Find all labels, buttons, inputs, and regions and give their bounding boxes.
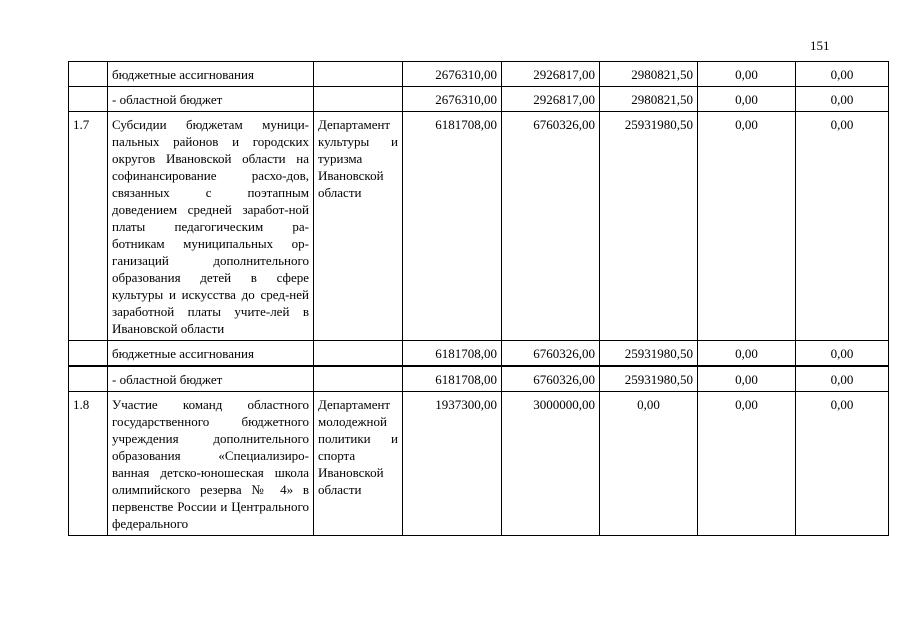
value-cell: 0,00	[698, 392, 796, 536]
value-cell: 25931980,50	[600, 112, 698, 341]
row-description: - областной бюджет	[108, 366, 314, 392]
row-number: 1.8	[69, 392, 108, 536]
table-row	[69, 392, 889, 536]
table-row	[69, 366, 889, 392]
value-cell: 6181708,00	[403, 341, 502, 367]
value-cell: 2980821,50	[600, 62, 698, 87]
budget-table	[68, 61, 889, 536]
value-cell: 2676310,00	[403, 87, 502, 112]
value-cell: 6760326,00	[502, 112, 600, 341]
row-description: бюджетные ассигнования	[108, 341, 314, 367]
value-cell: 3000000,00	[502, 392, 600, 536]
row-number	[69, 87, 108, 112]
value-cell: 1937300,00	[403, 392, 502, 536]
table-row	[69, 87, 889, 112]
table-row	[69, 112, 889, 341]
row-department: Департамент молодежной политики и спорта Ивановской области	[314, 392, 403, 536]
table-row	[69, 341, 889, 367]
value-cell: 6760326,00	[502, 366, 600, 392]
value-cell: 2926817,00	[502, 87, 600, 112]
row-description: бюджетные ассигнования	[108, 62, 314, 87]
row-number	[69, 62, 108, 87]
value-cell: 25931980,50	[600, 341, 698, 367]
value-cell: 0,00	[698, 341, 796, 367]
page-number: 151	[810, 38, 830, 53]
table-row	[69, 62, 889, 87]
value-cell: 2980821,50	[600, 87, 698, 112]
value-cell: 0,00	[600, 392, 698, 536]
value-cell: 0,00	[698, 366, 796, 392]
row-number: 1.7	[69, 112, 108, 341]
value-cell: 0,00	[796, 87, 889, 112]
value-cell: 0,00	[698, 62, 796, 87]
value-cell: 0,00	[796, 366, 889, 392]
value-cell: 2926817,00	[502, 62, 600, 87]
value-cell: 6760326,00	[502, 341, 600, 367]
row-department	[314, 87, 403, 112]
row-description: Участие команд областного государственного бюджетного учреждения дополнительного образования «Специализиро-ванная детско-юношеская школа олимпийского резерва № 4» в первенстве России и Центрального федерального	[108, 392, 314, 536]
value-cell: 6181708,00	[403, 112, 502, 341]
row-number	[69, 341, 108, 367]
value-cell: 0,00	[796, 392, 889, 536]
value-cell: 0,00	[796, 112, 889, 341]
row-description: Субсидии бюджетам муници-пальных районов и городских округов Ивановской области на софинансирование расхо-дов, связанных с поэтапным доведением средней заработ-ной платы педагогическим ра-ботникам муниципальных ор-ганизаций дополнительного образования детей в сфере культуры и искусства до сред-ней заработной платы учите-лей в Ивановской области	[108, 112, 314, 341]
value-cell: 6181708,00	[403, 366, 502, 392]
value-cell: 0,00	[698, 112, 796, 341]
row-department	[314, 62, 403, 87]
row-department	[314, 366, 403, 392]
value-cell: 2676310,00	[403, 62, 502, 87]
value-cell: 25931980,50	[600, 366, 698, 392]
row-department: Департамент культуры и туризма Ивановской области	[314, 112, 403, 341]
row-department	[314, 341, 403, 367]
row-description: - областной бюджет	[108, 87, 314, 112]
value-cell: 0,00	[698, 87, 796, 112]
row-number	[69, 366, 108, 392]
value-cell: 0,00	[796, 341, 889, 367]
value-cell: 0,00	[796, 62, 889, 87]
